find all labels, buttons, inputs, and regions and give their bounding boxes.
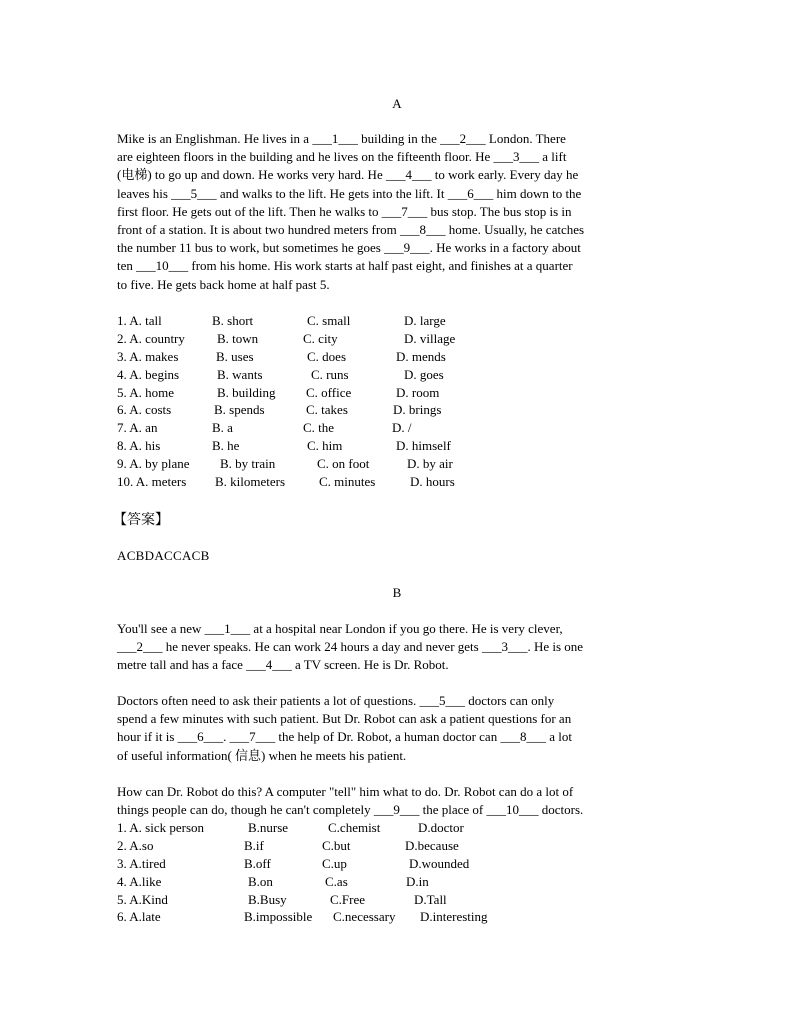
option-c: C.but <box>322 837 351 853</box>
passage-line: metre tall and has a face ___4___ a TV screen. He is Dr. Robot. <box>117 657 449 673</box>
passage-line: are eighteen floors in the building and he lives on the fifteenth floor. He ___3___ a lift <box>117 149 567 165</box>
option-a: 6. A.late <box>117 909 161 925</box>
option-b: B. town <box>217 330 259 346</box>
option-b: B.impossible <box>244 909 313 925</box>
option-c: C.up <box>322 855 347 871</box>
option-b: B. a <box>212 420 233 436</box>
passage-line: leaves his ___5___ and walks to the lift. He gets into the lift. It ___6___ him down to the <box>117 185 582 201</box>
passage-line: of useful information( 信息) when he meets his patient. <box>117 747 407 763</box>
option-a: 9. A. by plane <box>117 456 190 472</box>
passage-line: ___2___ he never speaks. He can work 24 hours a day and never gets ___3___. He is one <box>117 639 584 655</box>
option-c: C. the <box>303 420 335 436</box>
passage-line: You'll see a new ___1___ at a hospital near London if you go there. He is very clever, <box>117 621 563 636</box>
section-a-passage <box>117 130 673 294</box>
option-a: 5. A. home <box>117 384 175 400</box>
option-b: B. spends <box>214 402 265 418</box>
passage-line: things people can do, though he can't completely ___9___ the place of ___10___ doctors. <box>117 802 584 818</box>
option-b: B.nurse <box>248 820 289 835</box>
option-c: C. minutes <box>319 474 376 490</box>
option-d: D.doctor <box>418 820 464 835</box>
option-d: D. mends <box>396 348 446 364</box>
option-c: C.as <box>325 873 348 889</box>
option-a: 6. A. costs <box>117 402 172 418</box>
option-c: C. takes <box>306 402 348 418</box>
passage-line: How can Dr. Robot do this? A computer "tell" him what to do. Dr. Robot can do a lot of <box>117 784 574 799</box>
option-a: 4. A. begins <box>117 366 180 382</box>
option-d: D. large <box>404 313 446 328</box>
option-d: D. himself <box>396 438 451 454</box>
section-a-label: A <box>392 96 402 111</box>
option-b: B. wants <box>217 366 263 382</box>
option-d: D. village <box>404 330 456 346</box>
option-a: 8. A. his <box>117 438 161 454</box>
passage-line: hour if it is ___6___. ___7___ the help of Dr. Robot, a human doctor can ___8___ a lot <box>117 729 572 745</box>
option-a: 3. A.tired <box>117 855 166 871</box>
option-b: B. building <box>217 384 276 400</box>
option-a: 10. A. meters <box>117 474 187 490</box>
section-b-label: B <box>392 585 402 600</box>
option-b: B. uses <box>216 348 254 364</box>
option-d: D.wounded <box>409 855 470 871</box>
option-c: C. office <box>306 384 352 400</box>
option-c: C.Free <box>330 891 366 907</box>
option-d: D. room <box>396 384 440 400</box>
passage-line: to five. He gets back home at half past 5. <box>117 276 330 292</box>
option-a: 4. A.like <box>117 873 162 889</box>
option-b: B.off <box>244 855 271 871</box>
option-d: D. hours <box>410 474 455 490</box>
passage-line: ten ___10___ from his home. His work starts at half past eight, and finishes at a quarter <box>117 258 573 274</box>
option-c: C.necessary <box>333 909 396 925</box>
passage-line: (电梯) to go up and down. He works very hard. He ___4___ to work early. Every day he <box>117 167 579 183</box>
option-d: D.Tall <box>414 891 447 907</box>
option-b: B.if <box>244 837 264 853</box>
option-d: D.because <box>405 837 459 853</box>
option-a: 2. A.so <box>117 837 154 853</box>
option-b: B. he <box>212 438 240 454</box>
passage-line: front of a station. It is about two hundred meters from ___8___ home. Usually, he catches <box>117 222 585 238</box>
option-c: C. him <box>307 438 343 454</box>
option-b: B.on <box>248 873 273 889</box>
option-d: D. brings <box>393 402 442 418</box>
option-c: C. does <box>307 348 346 364</box>
option-d: D.interesting <box>420 909 488 925</box>
option-c: C. runs <box>311 366 349 382</box>
option-a: 1. A. sick person <box>117 820 205 835</box>
option-c: C. small <box>307 313 351 328</box>
passage-line: Mike is an Englishman. He lives in a ___1___ building in the ___2___ London. There <box>117 131 566 146</box>
option-b: B. kilometers <box>215 474 286 490</box>
option-c: C. city <box>303 330 338 346</box>
option-a: 5. A.Kind <box>117 891 168 907</box>
option-a: 7. A. an <box>117 420 158 436</box>
option-d: D. / <box>392 420 412 436</box>
passage-line: Doctors often need to ask their patients a lot of questions. ___5___ doctors can only <box>117 693 555 708</box>
option-a: 2. A. country <box>117 330 185 346</box>
option-d: D. goes <box>404 366 444 382</box>
option-b: B.Busy <box>248 891 287 907</box>
option-c: C. on foot <box>317 456 370 472</box>
passage-line: the number 11 bus to work, but sometimes he goes ___9___. He works in a factory about <box>117 240 581 256</box>
option-b: B. by train <box>220 456 276 472</box>
section-b-paragraph-1 <box>117 620 673 675</box>
passage-line: spend a few minutes with such patient. But Dr. Robot can ask a patient questions for an <box>117 711 572 727</box>
option-d: D.in <box>406 873 429 889</box>
option-a: 3. A. makes <box>117 348 179 364</box>
section-b-paragraph-3 <box>117 783 673 819</box>
answer-key: ACBDACCACB <box>117 548 210 563</box>
option-d: D. by air <box>407 456 453 472</box>
answer-heading: 【答案】 <box>113 512 169 528</box>
passage-line: first floor. He gets out of the lift. Then he walks to ___7___ bus stop. The bus stop is in <box>117 203 572 219</box>
section-b-paragraph-2 <box>117 692 673 765</box>
option-b: B. short <box>212 313 254 328</box>
option-c: C.chemist <box>328 820 381 835</box>
option-a: 1. A. tall <box>117 313 162 328</box>
